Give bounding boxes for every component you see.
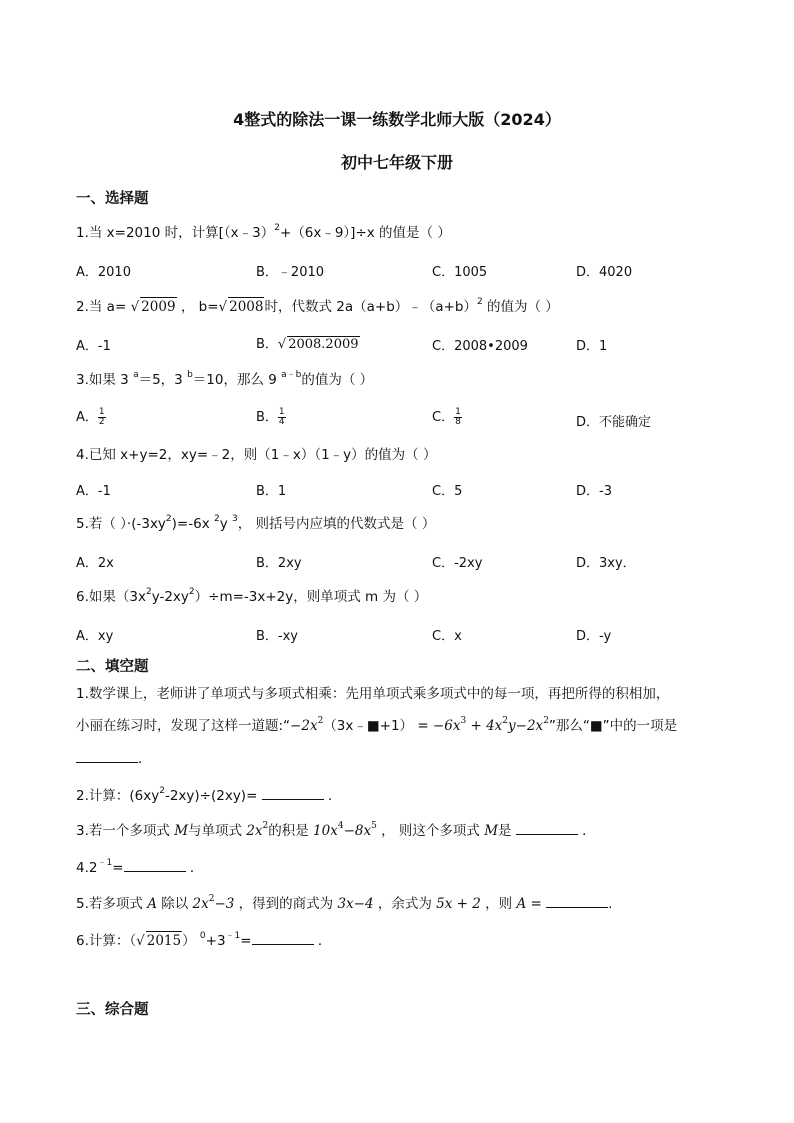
math-expression: 2x — [192, 896, 209, 912]
superscript: ﹣1 — [97, 858, 113, 868]
q6-option-a: A．xy — [76, 629, 114, 644]
question-text: = — [112, 860, 124, 876]
question-text: 小丽在练习时，发现了这样一道题:“ — [76, 718, 291, 734]
question-text: 1.当 x=2010 时，计算[（x﹣3） — [76, 225, 275, 241]
fill-question-4 — [76, 859, 203, 877]
question-text: ，余式为 — [377, 896, 432, 912]
fraction-numerator: 1 — [98, 407, 105, 417]
superscript: b — [187, 370, 193, 380]
question-text: y — [219, 516, 228, 532]
question-text: 6.如果（3x — [76, 589, 146, 605]
question-text: 3.若一个多项式 — [76, 823, 170, 839]
punctuation: ． — [189, 860, 204, 876]
fill-question-6 — [76, 931, 331, 950]
sqrt-value: 2008.2009 — [288, 337, 359, 352]
q5-option-a: A．2x — [76, 556, 114, 571]
superscript: 2 — [502, 716, 509, 726]
question-text: -2xy)÷(2xy)= — [164, 788, 258, 804]
option-label: B． — [256, 410, 278, 425]
superscript: 5 — [371, 821, 377, 831]
question-text: 6.计算：（ — [76, 933, 137, 949]
fill-question-3 — [76, 822, 596, 840]
choice-question-4: 4.已知 x+y=2，xy=﹣2，则（1﹣x）（1﹣y）的值为（ ） — [76, 447, 437, 463]
math-expression: 10x — [313, 823, 338, 839]
fraction-numerator: 1 — [278, 407, 285, 417]
question-text: ＝10，那么 9 — [192, 372, 277, 388]
question-text: 时，代数式 2a（a+b）﹣（a+b） — [264, 299, 477, 315]
punctuation: ． — [317, 933, 332, 949]
math-expression: M — [174, 823, 189, 839]
fraction-denominator: 4 — [278, 417, 285, 427]
superscript: 0 — [199, 931, 206, 941]
punctuation: . — [608, 896, 613, 912]
question-text: ， 则括号内应填的代数式是（ ） — [237, 516, 436, 532]
question-text: ，则 — [485, 896, 513, 912]
answer-blank[interactable] — [516, 822, 578, 835]
superscript: 2 — [159, 786, 165, 796]
superscript: 2 — [274, 223, 280, 233]
sqrt-sign: √ — [136, 933, 145, 949]
q5-option-c: C．-2xy — [432, 556, 483, 571]
question-text: （3x﹣■+1） — [323, 718, 414, 734]
q4-option-c: C．5 — [432, 484, 463, 499]
math-expression: −8x — [343, 823, 372, 839]
answer-blank[interactable] — [262, 787, 324, 800]
superscript: 2 — [145, 587, 152, 597]
question-text: )=-6x — [171, 516, 210, 532]
question-text: 3.如果 3 — [76, 372, 129, 388]
fraction — [98, 408, 106, 427]
answer-blank[interactable] — [252, 932, 314, 945]
superscript: 2 — [317, 716, 324, 726]
q1-option-d: D．4020 — [576, 265, 633, 280]
sqrt-sign: √ — [218, 299, 228, 315]
fraction-numerator: 1 — [455, 407, 461, 417]
math-expression: M — [484, 823, 499, 839]
question-text: 的值为（ ） — [301, 372, 374, 388]
superscript: 2 — [188, 587, 195, 597]
fill-question-2 — [76, 787, 341, 805]
section-heading-fill: 二、填空题 — [76, 659, 149, 675]
question-text: 除以 — [161, 896, 189, 912]
choice-question-5 — [76, 515, 435, 533]
question-text: 2.计算：(6xy — [76, 788, 160, 804]
math-expression: = −6x — [417, 718, 461, 734]
superscript: 3 — [232, 514, 238, 524]
superscript: 2 — [476, 297, 483, 307]
superscript: a﹣b — [281, 370, 302, 380]
math-expression: −3 — [214, 896, 235, 912]
math-expression: y−2x — [508, 718, 544, 734]
question-text: +3 — [205, 933, 226, 949]
superscript: ﹣1 — [225, 931, 241, 941]
section-heading-comprehensive: 三、综合题 — [76, 1002, 149, 1018]
answer-blank[interactable] — [124, 859, 186, 872]
sqrt-sign: √ — [130, 299, 140, 315]
question-text: +（6x﹣9）]÷x 的值是（ ） — [279, 225, 451, 241]
q2-option-b — [256, 333, 360, 352]
choice-question-6 — [76, 588, 427, 606]
q6-option-b: B．-xy — [256, 629, 298, 644]
superscript: 2 — [208, 894, 215, 904]
math-expression: + 4x — [470, 718, 503, 734]
option-label: B． — [256, 337, 278, 352]
math-expression: A — [147, 896, 157, 912]
q1-option-a: A．2010 — [76, 265, 131, 280]
question-text: 与单项式 — [188, 823, 243, 839]
question-text: 的值为（ ） — [486, 299, 559, 315]
question-text: ， 则这个多项式 — [381, 823, 480, 839]
q2-option-c: C．2008•2009 — [432, 339, 528, 354]
document-title: 4整式的除法一课一练数学北师大版（2024） — [233, 110, 561, 129]
question-text: ＝5，3 — [138, 372, 183, 388]
math-expression: A = — [516, 896, 542, 912]
q1-option-b: B．﹣2010 — [256, 265, 325, 280]
answer-blank[interactable] — [76, 750, 138, 763]
q3-option-c — [432, 406, 462, 427]
q2-option-d: D．1 — [576, 339, 608, 354]
answer-blank[interactable] — [546, 895, 608, 908]
fraction — [278, 408, 286, 427]
q6-option-d: D．-y — [576, 629, 612, 644]
fill-question-1-line1: 1.数学课上，老师讲了单项式与多项式相乘：先用单项式乘多项式中的每一项，再把所得的积相加， — [76, 686, 670, 702]
q6-option-c: C．x — [432, 629, 462, 644]
q4-option-b: B．1 — [256, 484, 287, 499]
superscript: 2 — [262, 821, 269, 831]
math-expression: 2x — [246, 823, 263, 839]
sqrt-sign: √ — [277, 337, 287, 352]
math-expression: −2x — [290, 718, 318, 734]
q4-option-d: D．-3 — [576, 484, 612, 499]
question-text: ）÷m=-3x+2y，则单项式 m 为（ ） — [194, 589, 428, 605]
choice-question-1 — [76, 224, 451, 242]
fill-question-5 — [76, 895, 612, 913]
section-heading-choice: 一、选择题 — [76, 191, 149, 207]
q5-option-d: D．3xy． — [576, 556, 636, 571]
punctuation: ． — [138, 751, 152, 767]
math-expression: 3x−4 — [337, 896, 374, 912]
question-text: 是 — [498, 823, 512, 839]
question-text: ”那么“■”中的一项是 — [548, 718, 678, 734]
fill-question-1-line2 — [76, 717, 677, 735]
choice-question-2 — [76, 297, 559, 316]
question-text: ） — [182, 933, 196, 949]
sqrt-value: 2008 — [229, 299, 264, 315]
choice-question-3 — [76, 371, 373, 389]
q4-option-a: A．-1 — [76, 484, 111, 499]
question-text: = — [240, 933, 252, 949]
superscript: a — [133, 370, 139, 380]
q3-option-d: D．不能确定 — [576, 415, 652, 430]
question-text: ，得到的商式为 — [238, 896, 334, 912]
sqrt-value: 2009 — [141, 299, 176, 315]
superscript: 4 — [337, 821, 344, 831]
question-text: 的积是 — [268, 823, 309, 839]
sqrt-value: 2015 — [146, 933, 182, 949]
question-text: ， b= — [180, 299, 219, 315]
superscript: 3 — [460, 716, 467, 726]
question-text: y-2xy — [151, 589, 189, 605]
fraction-denominator: 2 — [98, 417, 105, 427]
superscript: 2 — [543, 716, 549, 726]
question-text: 2.当 a= — [76, 299, 127, 315]
q2-option-a: A．-1 — [76, 339, 111, 354]
superscript: 2 — [165, 514, 172, 524]
option-label: A． — [76, 410, 98, 425]
question-text: 4.2 — [76, 860, 98, 876]
q3-option-a — [76, 406, 106, 427]
fill-question-1-answer — [76, 750, 152, 768]
fraction-denominator: 8 — [455, 417, 461, 427]
punctuation: ． — [582, 823, 596, 839]
question-text: 5.若多项式 — [76, 896, 143, 912]
punctuation: ． — [327, 788, 342, 804]
fraction — [454, 408, 462, 427]
question-text: 5.若（ ）·(-3xy — [76, 516, 166, 532]
document-subtitle: 初中七年级下册 — [340, 153, 453, 172]
q1-option-c: C．1005 — [432, 265, 488, 280]
q5-option-b: B．2xy — [256, 556, 302, 571]
superscript: 2 — [213, 514, 220, 524]
math-expression: 5x + 2 — [436, 896, 481, 912]
q3-option-b — [256, 406, 286, 427]
option-label: C． — [432, 410, 455, 425]
